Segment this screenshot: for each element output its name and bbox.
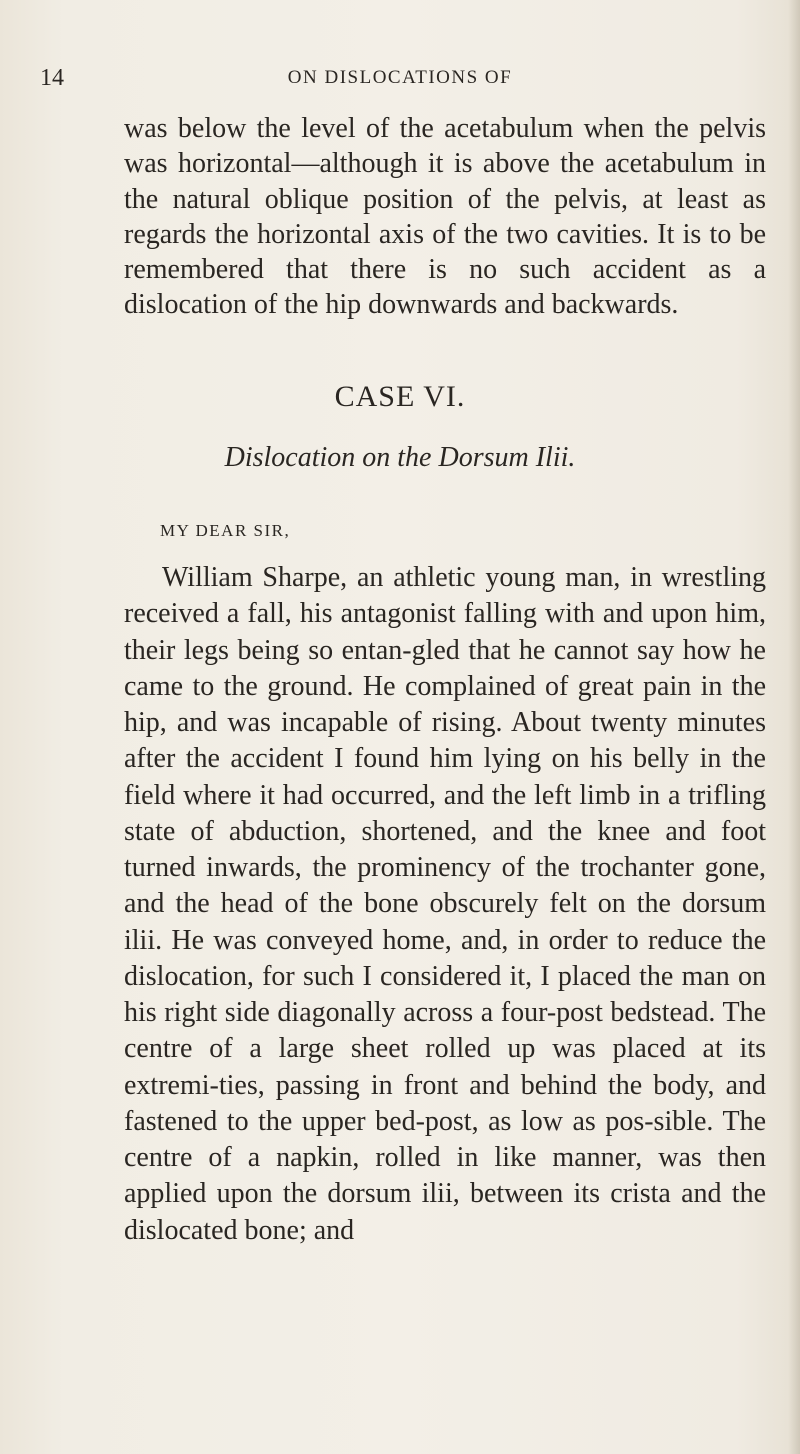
running-head: ON DISLOCATIONS OF [287,67,513,88]
salutation: MY DEAR SIR, [160,521,291,540]
page-edge-shadow [788,0,800,1454]
case-subtitle: Dislocation on the Dorsum Ilii. [224,442,576,473]
paragraph-2: William Sharpe, an athletic young man, in wrestling received a fall, his antagonist falling with and upon him, their legs being so entan-gled that he cannot say how he came to the ground. He complained of great pain in the hip, and was incapable of rising. About twenty minutes after the accident I found him lying on his belly in the field where it had occurred, and the left limb in a trifling state of abduction, shortened, and the knee and foot turned inwards, the prominency of the trochanter gone, and the head of the bone obscurely felt on the dorsum ilii. He was conveyed home, and, in order to reduce the dislocation, for such I considered it, I placed the man on his right side diagonally across a four-post bedstead. The centre of a large sheet rolled up was placed at its extremi-ties, passing in front and behind the body, and fastened to the upper bed-post, as low as pos-sible. The centre of a napkin, rolled in like manner, was then applied upon the dorsum ilii, between its crista and the dislocated bone; and [124,562,766,1246]
page-number: 14 [40,65,64,91]
case-title: CASE VI. [334,380,466,413]
paragraph-1: was below the level of the acetabulum when the pelvis was horizontal—although it is above the acetabulum in the natural oblique position of the pelvis, at least as regards the horizontal axis of the two cavities. It is to be remembered that there is no such accident as a dislocation of the hip downwards and backwards. [124,113,766,321]
